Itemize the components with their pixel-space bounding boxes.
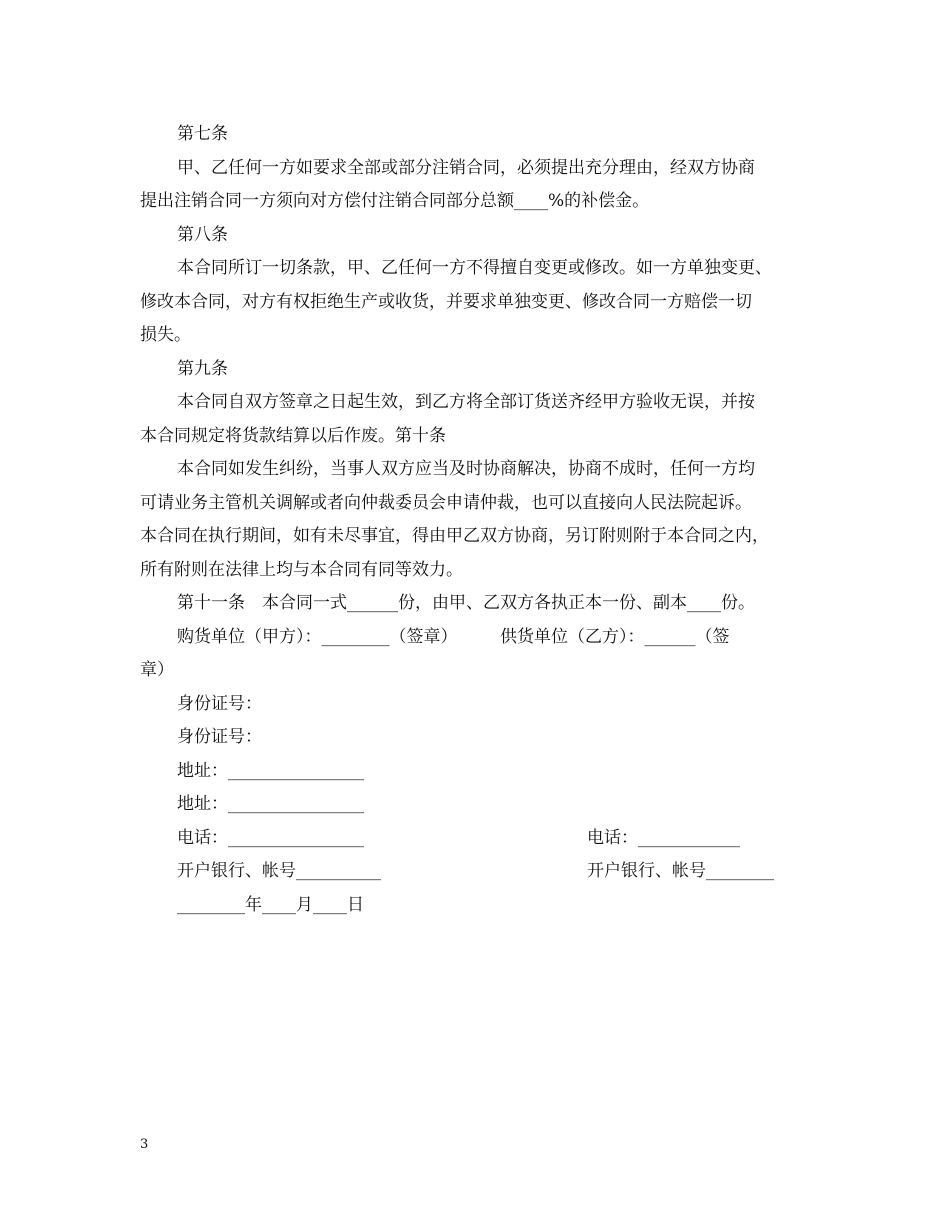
article-9-heading: 第九条 <box>177 358 228 379</box>
phone-right: 电话：____________ <box>587 827 740 848</box>
article-10-text-line-3: 本合同在执行期间，如有未尽事宜，得由甲乙双方协商，另订附则附于本合同之内， <box>140 526 769 546</box>
article-7-heading: 第七条 <box>177 124 228 144</box>
article-10-text-line-2: 可请业务主管机关调解或者向仲裁委员会申请仲裁，也可以直接向人民法院起诉。 <box>140 492 752 513</box>
bank-account-left: 开户银行、帐号__________ <box>177 861 381 881</box>
phone-row <box>140 822 830 856</box>
document-body <box>140 118 830 922</box>
bank-account-right: 开户银行、帐号________ <box>587 861 774 881</box>
id-number-line-2: 身份证号： <box>177 727 262 747</box>
address-line-1: 地址：________________ <box>177 760 364 781</box>
signature-units-line: 购货单位（甲方）：________（签章） 供货单位（乙方）：______（签 <box>177 626 730 647</box>
signature-units-continuation: 章） <box>140 660 174 680</box>
date-line: ________年____月____日 <box>177 894 364 915</box>
article-8-text-line-2: 修改本合同，对方有权拒绝生产或收货，并要求单独变更、修改合同一方赔偿一切 <box>140 291 752 312</box>
phone-left: 电话：________________ <box>177 827 364 848</box>
bank-row <box>140 855 830 889</box>
article-8-text-line-1: 本合同所订一切条款，甲、乙任何一方不得擅自变更或修改。如一方单独变更、 <box>177 258 772 278</box>
article-9-text-line-2: 本合同规定将货款结算以后作废。第十条 <box>140 425 446 446</box>
id-number-line-1: 身份证号： <box>177 693 262 714</box>
article-10-text-line-4: 所有附则在法律上均与本合同有同等效力。 <box>140 559 463 580</box>
article-11-text: 第十一条 本合同一式______份，由甲、乙双方各执正本一份、副本____份。 <box>177 593 755 613</box>
article-7-text-line-2: 提出注销合同一方须向对方偿付注销合同部分总额____%的补偿金。 <box>140 191 650 211</box>
article-9-text-line-1: 本合同自双方签章之日起生效，到乙方将全部订货送齐经甲方验收无误，并按 <box>177 392 755 412</box>
address-line-2: 地址：________________ <box>177 794 364 814</box>
article-8-heading: 第八条 <box>177 224 228 245</box>
article-10-text-line-1: 本合同如发生纠纷，当事人双方应当及时协商解决，协商不成时，任何一方均 <box>177 459 755 479</box>
article-7-text-line-1: 甲、乙任何一方如要求全部或部分注销合同，必须提出充分理由，经双方协商 <box>177 157 755 178</box>
article-8-text-line-3: 损失。 <box>140 325 191 345</box>
page-number: 3 <box>140 1137 149 1152</box>
